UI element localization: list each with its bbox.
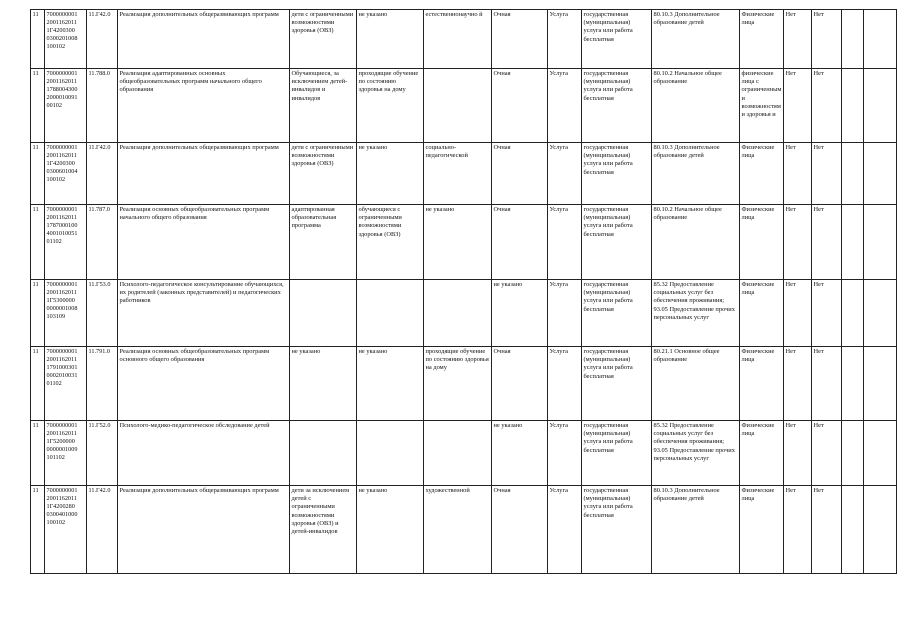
content-field-2: [357, 280, 424, 347]
service-name: Реализация дополнительных общеразвивающих программ: [118, 10, 290, 69]
empty-cell: [864, 205, 897, 280]
delivery-form: Очная: [492, 486, 548, 574]
okved-code: 80.21.1 Основное общее образование: [652, 347, 740, 421]
delivery-form: Очная: [492, 205, 548, 280]
record-type: Услуга: [548, 486, 582, 574]
empty-cell: [842, 205, 864, 280]
empty-cell: [842, 347, 864, 421]
services-registry-table: [30, 9, 897, 574]
service-code: 11.787.0: [87, 205, 118, 280]
table-row: [31, 486, 897, 574]
row-number: 11: [31, 205, 45, 280]
content-field-2: не указано: [357, 486, 424, 574]
flag-b: Нет: [812, 421, 842, 486]
record-type: Услуга: [548, 280, 582, 347]
delivery-form: не указано: [492, 280, 548, 347]
table-row: [31, 347, 897, 421]
registry-number: 7000000001 2001162011 1791000301 0002010031 01102: [45, 347, 87, 421]
content-field-1: не указано: [290, 347, 357, 421]
flag-a: Нет: [784, 486, 812, 574]
registry-number: 7000000001 2001162011 1Г5200000 0000001009 101102: [45, 421, 87, 486]
row-number: 11: [31, 421, 45, 486]
flag-a: Нет: [784, 280, 812, 347]
delivery-form: Очная: [492, 347, 548, 421]
delivery-form: Очная: [492, 10, 548, 69]
content-field-2: не указано: [357, 143, 424, 205]
okved-code: 80.10.3 Дополнительное образование детей: [652, 143, 740, 205]
record-type: Услуга: [548, 347, 582, 421]
table-row: [31, 69, 897, 143]
consumer-category: физические лица с ограниченными возможностями здоровья и: [740, 69, 784, 143]
consumer-category: Физические лица: [740, 486, 784, 574]
record-type: Услуга: [548, 421, 582, 486]
service-kind: государственная (муниципальная) услуга или работа бесплатная: [582, 347, 652, 421]
flag-a: Нет: [784, 421, 812, 486]
row-number: 11: [31, 347, 45, 421]
flag-b: Нет: [812, 280, 842, 347]
flag-a: Нет: [784, 69, 812, 143]
flag-b: Нет: [812, 486, 842, 574]
empty-cell: [842, 421, 864, 486]
delivery-form: Очная: [492, 143, 548, 205]
registry-number: 7000000001 2001162011 1Г4200280 0300401000 100102: [45, 486, 87, 574]
content-field-3: не указано: [424, 205, 492, 280]
row-number: 11: [31, 486, 45, 574]
content-field-1: [290, 280, 357, 347]
registry-number: 7000000001 2001162011 1787000100 4001010051 01102: [45, 205, 87, 280]
record-type: Услуга: [548, 10, 582, 69]
content-field-3: социально-педагогической: [424, 143, 492, 205]
content-field-3: художественной: [424, 486, 492, 574]
service-code: 11.Г53.0: [87, 280, 118, 347]
table-row: [31, 421, 897, 486]
service-kind: государственная (муниципальная) услуга или работа бесплатная: [582, 143, 652, 205]
content-field-1: дети с ограниченными возможностями здоровья (ОВЗ): [290, 10, 357, 69]
content-field-1: [290, 421, 357, 486]
service-name: Реализация адаптированных основных общеобразовательных программ начального общего образования: [118, 69, 290, 143]
record-type: Услуга: [548, 143, 582, 205]
row-number: 11: [31, 69, 45, 143]
registry-number: 7000000001 2001162011 1788004300 2000010091 00102: [45, 69, 87, 143]
empty-cell: [842, 486, 864, 574]
registry-number: 7000000001 2001162011 1Г4200300 0300201008 100102: [45, 10, 87, 69]
service-code: 11.Г52.0: [87, 421, 118, 486]
service-name: Реализация дополнительных общеразвивающих программ: [118, 143, 290, 205]
service-kind: государственная (муниципальная) услуга или работа бесплатная: [582, 486, 652, 574]
table-row: [31, 10, 897, 69]
okved-code: 80.10.2 Начальное общее образование: [652, 69, 740, 143]
service-kind: государственная (муниципальная) услуга или работа бесплатная: [582, 280, 652, 347]
service-name: Психолого-медико-педагогическое обследование детей: [118, 421, 290, 486]
empty-cell: [842, 280, 864, 347]
empty-cell: [864, 347, 897, 421]
content-field-1: дети с ограниченными возможностями здоровья (ОВЗ): [290, 143, 357, 205]
empty-cell: [864, 10, 897, 69]
content-field-2: проходящие обучение по состоянию здоровья на дому: [357, 69, 424, 143]
table-row: [31, 205, 897, 280]
consumer-category: Физические лица: [740, 347, 784, 421]
registry-number: 7000000001 2001162011 1Г4200300 0300601004 100102: [45, 143, 87, 205]
delivery-form: Очная: [492, 69, 548, 143]
record-type: Услуга: [548, 69, 582, 143]
service-code: 11.Г42.0: [87, 143, 118, 205]
consumer-category: Физические лица: [740, 421, 784, 486]
empty-cell: [842, 10, 864, 69]
flag-a: Нет: [784, 143, 812, 205]
empty-cell: [864, 143, 897, 205]
table-row: [31, 143, 897, 205]
content-field-3: [424, 421, 492, 486]
content-field-2: [357, 421, 424, 486]
flag-b: Нет: [812, 69, 842, 143]
empty-cell: [864, 486, 897, 574]
flag-a: Нет: [784, 205, 812, 280]
service-code: 11.791.0: [87, 347, 118, 421]
content-field-3: [424, 280, 492, 347]
content-field-1: дети за исключением детей с ограниченными возможностями здоровья (ОВЗ) и детей-инвалидов: [290, 486, 357, 574]
service-code: 11.Г42.0: [87, 486, 118, 574]
flag-b: Нет: [812, 143, 842, 205]
consumer-category: Физические лица: [740, 143, 784, 205]
okved-code: 80.10.3 Дополнительное образование детей: [652, 486, 740, 574]
service-name: Реализация основных общеобразовательных программ основного общего образования: [118, 347, 290, 421]
content-field-1: адаптированная образовательная программа: [290, 205, 357, 280]
empty-cell: [842, 143, 864, 205]
row-number: 11: [31, 143, 45, 205]
empty-cell: [864, 69, 897, 143]
service-kind: государственная (муниципальная) услуга или работа бесплатная: [582, 69, 652, 143]
empty-cell: [842, 69, 864, 143]
empty-cell: [864, 421, 897, 486]
content-field-3: естественнонаучно й: [424, 10, 492, 69]
row-number: 11: [31, 280, 45, 347]
empty-cell: [864, 280, 897, 347]
content-field-3: [424, 69, 492, 143]
delivery-form: не указано: [492, 421, 548, 486]
okved-code: 85.32 Предоставление социальных услуг без обеспечения проживания; 93.05 Предоставление прочих персональных услуг: [652, 280, 740, 347]
row-number: 11: [31, 10, 45, 69]
okved-code: 80.10.2 Начальное общее образование: [652, 205, 740, 280]
consumer-category: Физические лица: [740, 205, 784, 280]
service-name: Реализация дополнительных общеразвивающих программ: [118, 486, 290, 574]
flag-b: Нет: [812, 205, 842, 280]
service-code: 11.Г42.0: [87, 10, 118, 69]
table-row: [31, 280, 897, 347]
flag-b: Нет: [812, 10, 842, 69]
service-name: Реализация основных общеобразовательных программ начального общего образования: [118, 205, 290, 280]
content-field-2: не указано: [357, 347, 424, 421]
content-field-3: проходящие обучение по состоянию здоровья на дому: [424, 347, 492, 421]
flag-a: Нет: [784, 10, 812, 69]
service-name: Психолого-педагогическое консультирование обучающихся, их родителей (законных представителей) и педагогических работников: [118, 280, 290, 347]
consumer-category: Физические лица: [740, 280, 784, 347]
service-kind: государственная (муниципальная) услуга или работа бесплатная: [582, 10, 652, 69]
flag-a: Нет: [784, 347, 812, 421]
registry-number: 7000000001 2001162011 1Г5300000 0000001008 103109: [45, 280, 87, 347]
service-kind: государственная (муниципальная) услуга или работа бесплатная: [582, 205, 652, 280]
flag-b: Нет: [812, 347, 842, 421]
content-field-2: не указано: [357, 10, 424, 69]
content-field-2: обучающиеся с ограниченными возможностями здоровья (ОВЗ): [357, 205, 424, 280]
service-code: 11.788.0: [87, 69, 118, 143]
okved-code: 80.10.3 Дополнительное образование детей: [652, 10, 740, 69]
content-field-1: Обучающиеся, за исключением детей-инвалидов и инвалидов: [290, 69, 357, 143]
service-kind: государственная (муниципальная) услуга или работа бесплатная: [582, 421, 652, 486]
record-type: Услуга: [548, 205, 582, 280]
consumer-category: Физические лица: [740, 10, 784, 69]
okved-code: 85.32 Предоставление социальных услуг без обеспечения проживания; 93.05 Предоставление прочих персональных услуг: [652, 421, 740, 486]
